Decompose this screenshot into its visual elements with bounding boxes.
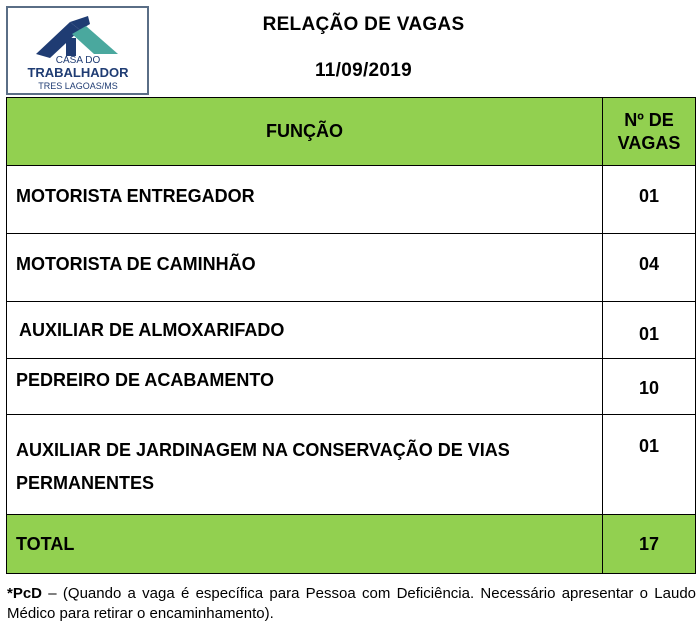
row-function: MOTORISTA DE CAMINHÃO	[7, 234, 603, 302]
vacancies-table	[6, 97, 696, 574]
logo-roof-right-icon	[72, 26, 118, 54]
logo-line2: TRABALHADOR	[27, 65, 129, 80]
header-function: FUNÇÃO	[7, 98, 603, 166]
table-row	[7, 415, 696, 515]
logo-line1: CASA DO	[55, 55, 101, 66]
page-title: RELAÇÃO DE VAGAS	[262, 14, 465, 35]
row-function: MOTORISTA ENTREGADOR	[7, 166, 603, 234]
page-date: 11/09/2019	[314, 60, 413, 81]
footnote-text: – (Quando a vaga é específica para Pessoa com Deficiência. Necessário apresentar o Laudo Médico para retirar o encaminhamento).	[7, 585, 696, 622]
row-function: AUXILIAR DE ALMOXARIFADO	[7, 302, 603, 359]
footnote	[7, 584, 696, 624]
table-row	[7, 359, 696, 415]
logo-graphic	[8, 8, 147, 93]
row-count: 01	[603, 302, 696, 359]
casa-do-trabalhador-logo	[6, 6, 149, 95]
row-count: 10	[603, 359, 696, 415]
row-count: 04	[603, 234, 696, 302]
row-count: 01	[603, 415, 696, 515]
header-count-line2: VAGAS	[617, 132, 681, 153]
total-label: TOTAL	[7, 515, 603, 574]
row-count: 01	[603, 166, 696, 234]
logo-line3: TRES LAGOAS/MS	[38, 81, 118, 91]
table-total-row	[7, 515, 696, 574]
table-row	[7, 234, 696, 302]
header-count-line1: Nº DE	[624, 109, 674, 130]
row-function: AUXILIAR DE JARDINAGEM NA CONSERVAÇÃO DE VIAS PERMANENTES	[7, 415, 603, 515]
table-row	[7, 302, 696, 359]
total-count: 17	[603, 515, 696, 574]
footnote-prefix: *PcD	[7, 585, 43, 602]
row-function: PEDREIRO DE ACABAMENTO	[7, 359, 603, 415]
header-count	[603, 98, 696, 166]
table-header-row	[7, 98, 696, 166]
table-row	[7, 166, 696, 234]
